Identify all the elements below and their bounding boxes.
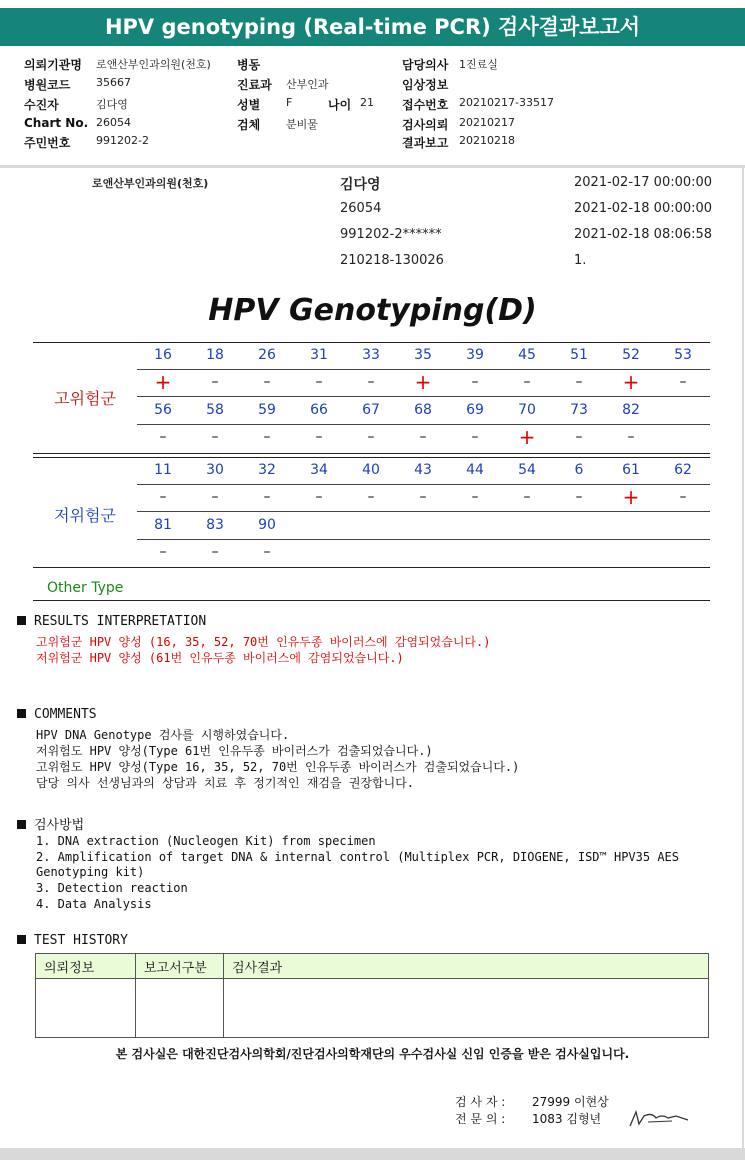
info-seq: 1. (574, 253, 587, 268)
hpv-type-number: 31 (310, 347, 328, 363)
table-line (137, 424, 710, 425)
bullet-square-icon (17, 709, 26, 718)
hpv-type-number: 43 (414, 462, 432, 478)
negative-result: – (315, 429, 323, 445)
hpv-type-number: 44 (466, 462, 484, 478)
method-line: 3. Detection reaction (36, 881, 188, 895)
reception-label: 접수번호 (402, 98, 449, 112)
doctor-value: 1진료실 (459, 58, 498, 71)
table-cell (224, 979, 709, 1038)
chart-value: 26054 (96, 116, 131, 129)
header-row (0, 134, 745, 152)
hpv-type-number: 58 (206, 402, 224, 418)
specialist-label: 전 문 의 : (455, 1112, 506, 1126)
hpv-type-number: 90 (258, 517, 276, 533)
negative-result: – (367, 429, 375, 445)
header-row (0, 76, 745, 94)
negative-result: – (263, 544, 271, 560)
hpv-type-number: 32 (258, 462, 276, 478)
method-line: Genotyping kit) (36, 865, 145, 879)
ward-label: 병동 (237, 58, 261, 72)
dept-label: 진료과 (237, 78, 272, 92)
comments-heading (17, 707, 97, 722)
footer-band (0, 1148, 745, 1160)
method-line: 2. Amplification of target DNA & internal control (Multiplex PCR, DIOGENE, ISD™ HPV35 AES (36, 850, 679, 864)
age-value: 21 (360, 96, 374, 109)
report-value: 20210218 (459, 134, 515, 147)
reception-value: 20210217-33517 (459, 96, 554, 109)
specialist-value: 1083 김형년 (532, 1112, 602, 1126)
hpv-type-number: 73 (570, 402, 588, 418)
info-institution: 로앤산부인과의원(천호) (92, 177, 209, 190)
request-label: 검사의뢰 (402, 118, 449, 132)
negative-result: – (263, 429, 271, 445)
negative-result: – (523, 374, 531, 390)
positive-result: + (414, 370, 432, 394)
dept-value: 산부인과 (286, 78, 329, 91)
negative-result: – (367, 374, 375, 390)
hpv-type-number: 61 (622, 462, 640, 478)
comment-line: HPV DNA Genotype 검사를 시행하였습니다. (36, 728, 290, 742)
hpv-type-number: 6 (574, 462, 584, 478)
info-chart: 26054 (340, 201, 382, 216)
hpv-type-number: 82 (622, 402, 640, 418)
positive-result: + (518, 425, 536, 449)
bullet-square-icon (17, 616, 26, 625)
negative-result: – (159, 544, 167, 560)
method-line: 4. Data Analysis (36, 897, 152, 911)
institution-label: 의뢰기관명 (24, 58, 82, 72)
negative-result: – (471, 429, 479, 445)
header-row (0, 96, 745, 114)
negative-result: – (523, 489, 531, 505)
hpv-type-number: 83 (206, 517, 224, 533)
negative-result: – (575, 374, 583, 390)
negative-result: – (419, 429, 427, 445)
test-history-table (35, 953, 709, 1038)
sex-value: F (286, 96, 293, 109)
negative-result: – (315, 374, 323, 390)
age-label: 나이 (328, 98, 352, 112)
certification-note: 본 검사실은 대한진단검사의학회/진단검사의학재단의 우수검사실 신임 인증을 받은 검사실입니다. (115, 1047, 630, 1061)
header-row (0, 116, 745, 134)
hpv-type-number: 70 (518, 402, 536, 418)
positive-result: + (622, 370, 640, 394)
negative-result: – (211, 544, 219, 560)
negative-result: – (263, 374, 271, 390)
negative-result: – (211, 489, 219, 505)
hpv-type-number: 68 (414, 402, 432, 418)
table-cell (36, 979, 136, 1038)
request-value: 20210217 (459, 116, 515, 129)
negative-result: – (679, 374, 687, 390)
negative-result: – (679, 489, 687, 505)
low-risk-label: 저위험군 (54, 506, 116, 525)
table-line (33, 600, 710, 601)
negative-result: – (159, 429, 167, 445)
negative-result: – (367, 489, 375, 505)
bullet-square-icon (17, 935, 26, 944)
table-line (33, 457, 710, 458)
high-risk-label: 고위험군 (54, 389, 116, 408)
specimen-value: 분비물 (286, 118, 318, 131)
hpv-type-number: 11 (154, 462, 172, 478)
hpv-type-number: 35 (414, 347, 432, 363)
hpv-type-number: 51 (570, 347, 588, 363)
hpv-type-number: 53 (674, 347, 692, 363)
hpv-type-number: 59 (258, 402, 276, 418)
method-heading (17, 814, 84, 833)
resident-label: 주민번호 (24, 136, 71, 150)
report-label: 결과보고 (402, 136, 449, 150)
patient-value: 김다영 (96, 98, 128, 111)
negative-result: – (471, 489, 479, 505)
results-line-2: 저위험군 HPV 양성 (61번 인유두종 바이러스에 감염되었습니다.) (36, 651, 404, 665)
hpv-type-number: 26 (258, 347, 276, 363)
table-line (137, 396, 710, 397)
comment-line: 고위험도 HPV 양성(Type 16, 35, 52, 70번 인유두종 바이러스가 검출되었습니다.) (36, 760, 520, 774)
info-date3: 2021-02-18 08:06:58 (574, 227, 713, 242)
hpv-type-number: 45 (518, 347, 536, 363)
signature-scribble-icon (626, 1106, 690, 1130)
hpv-type-number: 54 (518, 462, 536, 478)
hpv-type-number: 56 (154, 402, 172, 418)
hpv-type-number: 67 (362, 402, 380, 418)
hpv-type-number: 52 (622, 347, 640, 363)
info-date2: 2021-02-18 00:00:00 (574, 201, 713, 216)
patient-header (0, 56, 745, 148)
method-title: 검사방법 (34, 818, 85, 833)
col-request-info: 의뢰정보 (36, 954, 136, 979)
table-header-row (36, 954, 709, 979)
negative-result: – (627, 429, 635, 445)
genotyping-title: HPV Genotyping(D) (208, 293, 537, 328)
info-name: 김다영 (340, 177, 381, 193)
table-line (33, 342, 710, 343)
hpv-type-number: 34 (310, 462, 328, 478)
info-reception: 210218-130026 (340, 253, 444, 268)
col-report-type: 보고서구분 (136, 954, 224, 979)
doctor-label: 담당의사 (402, 58, 449, 72)
info-resident: 991202-2****** (340, 227, 442, 242)
positive-result: + (622, 485, 640, 509)
table-line (33, 567, 710, 568)
resident-value: 991202-2 (96, 134, 149, 147)
results-heading (17, 614, 206, 629)
hpv-type-number: 66 (310, 402, 328, 418)
specimen-label: 검체 (237, 118, 261, 132)
negative-result: – (159, 489, 167, 505)
results-line-1: 고위험군 HPV 양성 (16, 35, 52, 70번 인유두종 바이러스에 감염되었습니다.) (36, 635, 491, 649)
info-date1: 2021-02-17 00:00:00 (574, 175, 713, 190)
divider-band (0, 165, 745, 168)
negative-result: – (263, 489, 271, 505)
hpv-type-number: 62 (674, 462, 692, 478)
negative-result: – (419, 489, 427, 505)
bullet-square-icon (17, 820, 26, 829)
sex-label: 성별 (237, 98, 261, 112)
col-result: 검사결과 (224, 954, 709, 979)
hpv-type-number: 33 (362, 347, 380, 363)
hpv-type-number: 16 (154, 347, 172, 363)
report-title-bar: HPV genotyping (Real-time PCR) 검사결과보고서 (0, 8, 745, 46)
table-line (137, 511, 710, 512)
history-heading (17, 933, 128, 948)
negative-result: – (575, 429, 583, 445)
hpv-type-number: 40 (362, 462, 380, 478)
history-title: TEST HISTORY (34, 933, 128, 948)
hospital-code-label: 병원코드 (24, 78, 71, 92)
table-line (137, 539, 710, 540)
table-row (36, 979, 709, 1038)
negative-result: – (211, 429, 219, 445)
table-line (33, 453, 710, 454)
patient-label: 수진자 (24, 98, 59, 112)
hospital-code-value: 35667 (96, 76, 131, 89)
chart-label: Chart No. (24, 116, 89, 130)
header-row (0, 56, 745, 74)
tester-value: 27999 이현상 (532, 1095, 609, 1109)
clinical-label: 임상정보 (402, 78, 449, 92)
tester-label: 검 사 자 : (455, 1095, 506, 1109)
hpv-type-number: 81 (154, 517, 172, 533)
negative-result: – (315, 489, 323, 505)
results-title: RESULTS INTERPRETATION (34, 614, 207, 629)
other-type-label: Other Type (47, 580, 124, 596)
institution-value: 로앤산부인과의원(천호) (96, 58, 211, 71)
hpv-type-number: 69 (466, 402, 484, 418)
table-cell (136, 979, 224, 1038)
hpv-type-number: 39 (466, 347, 484, 363)
positive-result: + (154, 370, 172, 394)
hpv-type-number: 30 (206, 462, 224, 478)
comment-line: 저위험도 HPV 양성(Type 61번 인유두종 바이러스가 검출되었습니다.) (36, 744, 433, 758)
negative-result: – (211, 374, 219, 390)
comment-line: 담당 의사 선생님과의 상담과 치료 후 정기적인 재검을 권장합니다. (36, 776, 415, 790)
negative-result: – (575, 489, 583, 505)
comments-title: COMMENTS (34, 707, 97, 722)
method-line: 1. DNA extraction (Nucleogen Kit) from specimen (36, 834, 376, 848)
negative-result: – (471, 374, 479, 390)
hpv-type-number: 18 (206, 347, 224, 363)
